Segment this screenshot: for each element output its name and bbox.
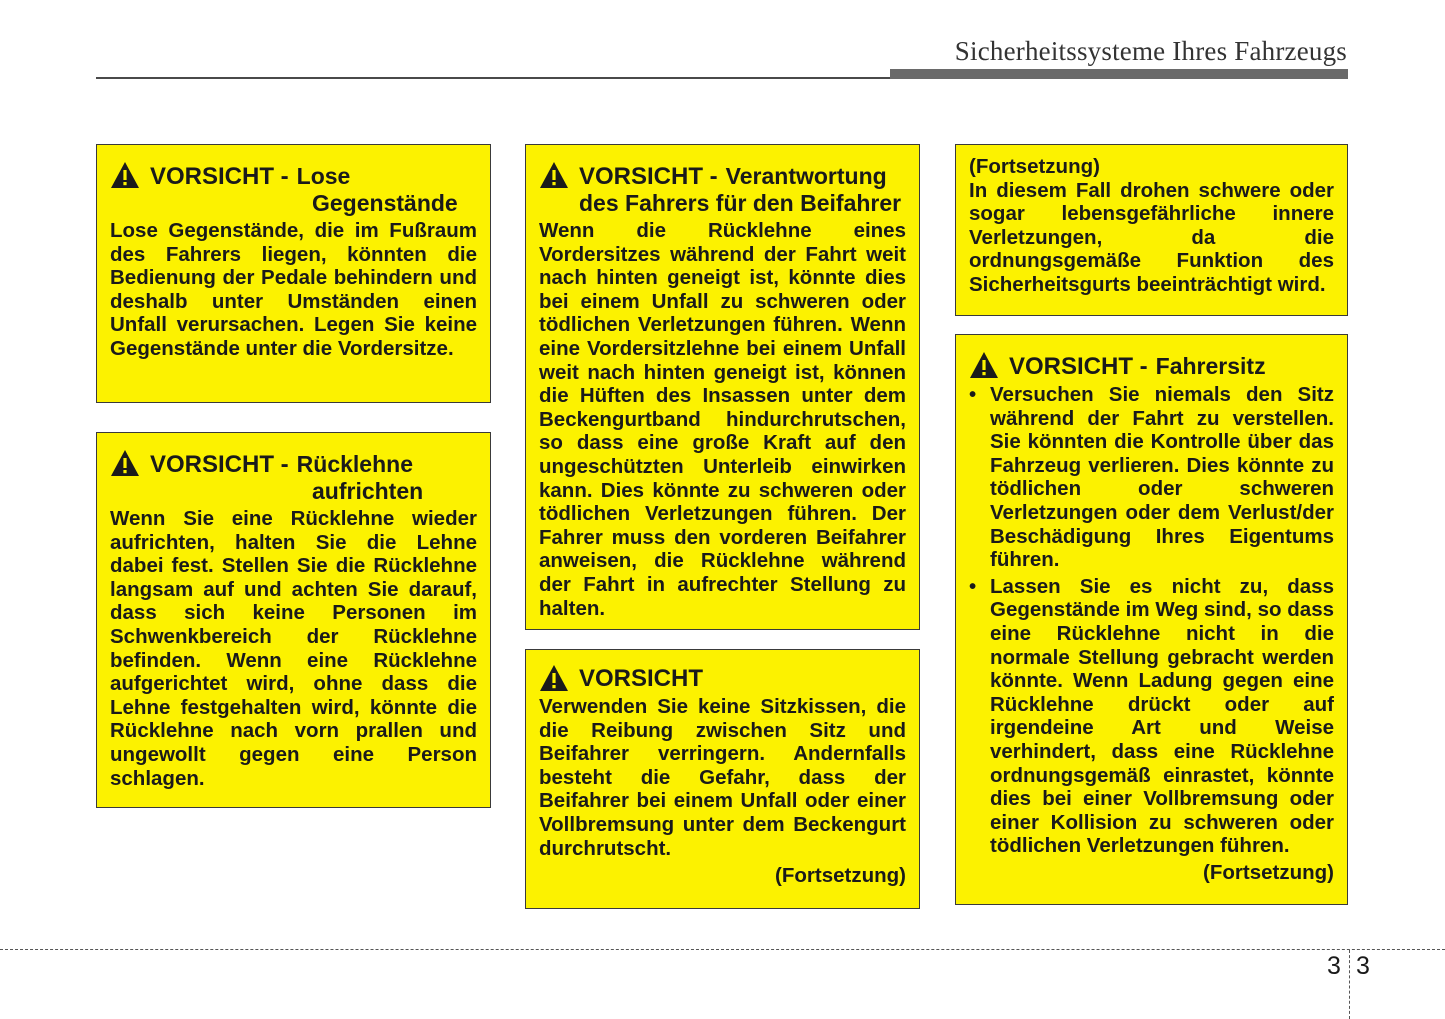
list-item: • Lassen Sie es nicht zu, dass Gegenstände im Weg sind, so dass eine Rücklehne nicht in die normale Stellung gebracht werden könnte. Wenn Ladung gegen eine Rücklehne drückt oder auf irgendeine Art und Weise verhindert, dass eine Rücklehne ordnungsgemäß einrastet, könnte dies bei einer Vollbremsung oder einer Kollision zu schweren oder tödlichen Verletzungen führen. — [969, 575, 1334, 858]
continuation-box — [955, 144, 1348, 316]
warning-subtitle-line2: des Fahrers für den Beifahrer — [579, 190, 902, 216]
warning-triangle-icon — [110, 449, 140, 477]
continuation-body: In diesem Fall drohen schwere oder sogar lebensgefährliche innere Verletzungen, da die ordnungsgemäße Funktion des Sicherheitsgurts beeinträchtigt wird. — [969, 178, 1334, 296]
footer-page-divider — [1349, 950, 1350, 1019]
warning-box-lose-gegenstaende — [96, 144, 491, 403]
continuation-note: (Fortsetzung) — [775, 864, 906, 888]
footer-dashed-rule — [0, 949, 1445, 950]
continuation-note: (Fortsetzung) — [1203, 860, 1334, 884]
warning-label: VORSICHT - — [150, 451, 289, 478]
warning-body: Wenn Sie eine Rücklehne wieder aufrichten, halten Sie die Lehne dabei fest. Stellen Sie die Rücklehne langsam auf und achten Sie darauf, dass sich keine Personen im Schwenkbereich der Rücklehne befinden. Wenn eine Rücklehne aufgerichtet wird, ohne dass die Lehne festgehalten wird, könnte die Rücklehne nach vorn prallen und ungewollt gegen eine Person schlagen. — [110, 507, 477, 790]
warning-label: VORSICHT - — [579, 163, 718, 190]
warning-title — [110, 451, 477, 504]
bullet-list — [969, 383, 1334, 858]
warning-body: Verwenden Sie keine Sitzkissen, die die Reibung zwischen Sitz und Beifahrer verringern. Andernfalls besteht die Gefahr, dass der Beifahrer bei einem Unfall oder einer Vollbremsung unter dem Beckengurt durchrutscht. — [539, 695, 906, 860]
warning-box-ruecklehne-aufrichten — [96, 432, 491, 808]
warning-triangle-icon — [539, 161, 569, 189]
warning-box-verantwortung — [525, 144, 920, 630]
page-number: 3 — [1356, 952, 1370, 980]
warning-subtitle: Lose — [296, 163, 351, 189]
section-number: 3 — [1327, 952, 1341, 980]
warning-triangle-icon — [539, 664, 569, 692]
list-item: • Versuchen Sie niemals den Sitz während der Fahrt zu verstellen. Sie könnten die Kontrolle über das Fahrzeug verlieren. Dies könnte zu tödlichen oder schweren Verletzungen oder dem Verlust/der Beschädigung Ihres Eigentums führen. — [969, 383, 1334, 572]
warning-triangle-icon — [110, 161, 140, 189]
warning-title — [110, 163, 477, 216]
warning-subtitle: Rücklehne — [296, 451, 413, 477]
warning-subtitle: Verantwortung — [725, 163, 887, 189]
warning-subtitle-line2: Gegenstände — [312, 190, 458, 216]
page-header-title: Sicherheitssysteme Ihres Fahrzeugs — [954, 36, 1347, 66]
warning-subtitle-line2: aufrichten — [312, 478, 424, 504]
warning-box-fahrersitz — [955, 334, 1348, 905]
warning-label: VORSICHT - — [1009, 353, 1148, 380]
warning-label: VORSICHT - — [150, 163, 289, 190]
warning-title — [539, 666, 906, 692]
warning-triangle-icon — [969, 351, 999, 379]
header-accent-bar — [890, 69, 1348, 79]
continuation-heading: (Fortsetzung) — [969, 155, 1100, 178]
warning-body: Wenn die Rücklehne eines Vordersitzes während der Fahrt weit nach hinten geneigt ist, könnte dies bei einem Unfall zu schweren oder tödlichen Verletzungen führen. Wenn eine Vordersitzlehne bei einem Unfall weit nach hinten geneigt ist, können die Hüften des Insassen unter dem Beckengurtband hindurchrutschen, so dass eine große Kraft auf den ungeschützten Unterleib einwirken kann. Dies könnte zu schweren oder tödlichen Verletzungen führen. Der Fahrer muss den vorderen Beifahrer anweisen, die Rücklehne während der Fahrt in aufrechter Stellung zu halten. — [539, 219, 906, 620]
warning-title — [539, 163, 906, 216]
warning-label: VORSICHT — [579, 665, 704, 692]
warning-subtitle: Fahrersitz — [1155, 353, 1266, 379]
warning-body: Lose Gegenstände, die im Fußraum des Fahrers liegen, könnten die Bedienung der Pedale behindern und deshalb unter Umständen einen Unfall verursachen. Legen Sie keine Gegenstände unter die Vordersitze. — [110, 219, 477, 360]
warning-title — [969, 353, 1334, 380]
warning-box-sitzkissen — [525, 649, 920, 909]
